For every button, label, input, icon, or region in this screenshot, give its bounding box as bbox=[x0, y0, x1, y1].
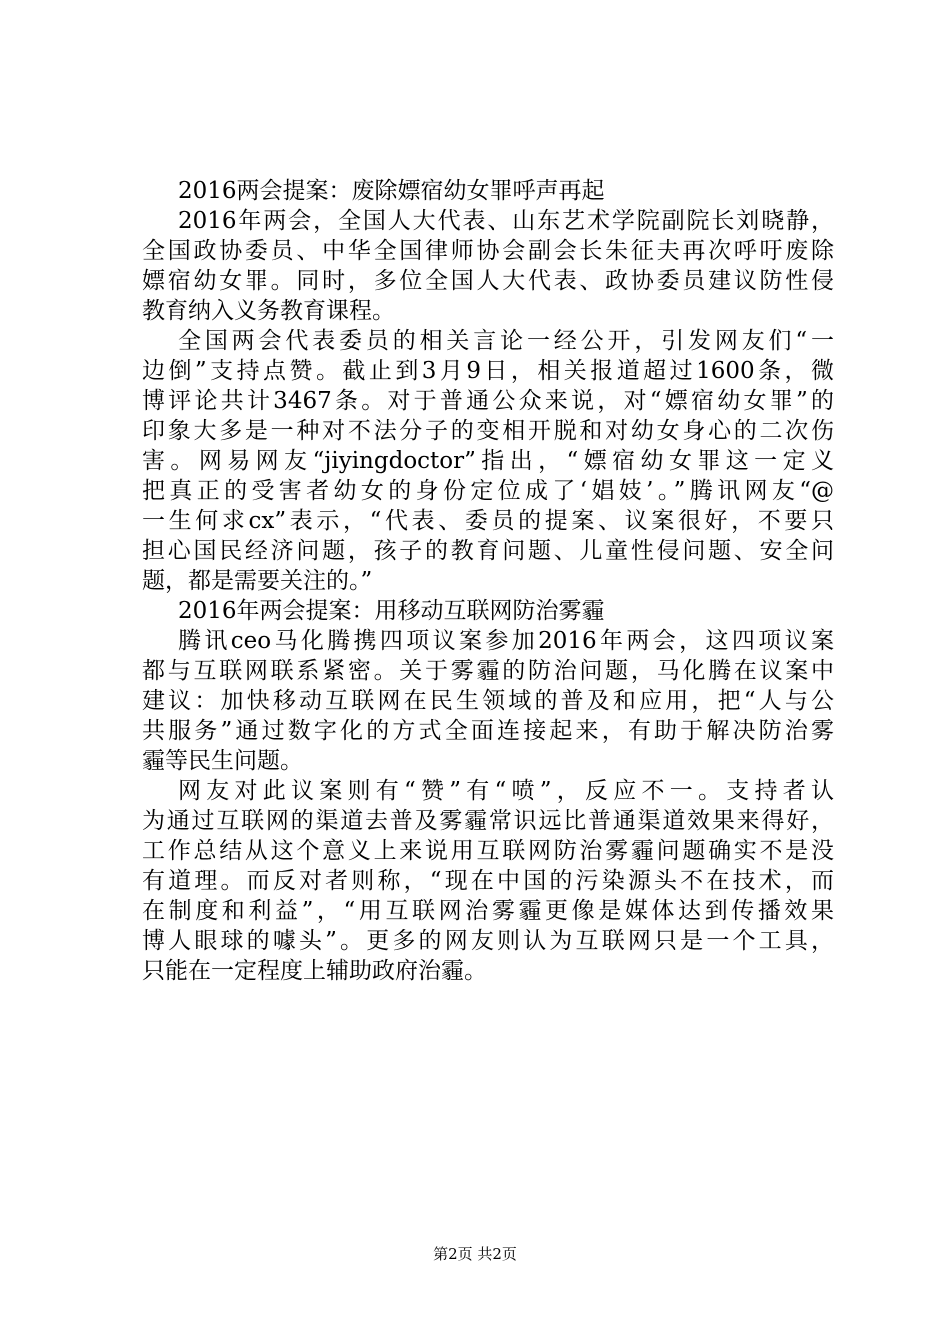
text-line: 博评论共计3467条。对于普通公众来说，对“嫖宿幼女罪”的 bbox=[142, 388, 834, 414]
text-line: 题，都是需要关注的。” bbox=[142, 568, 373, 594]
text-line: 全国两会代表委员的相关言论一经公开，引发网友们“一 bbox=[178, 328, 834, 354]
body-paragraph bbox=[142, 626, 834, 776]
text-line: 印象大多是一种对不法分子的变相开脱和对幼女身心的二次伤 bbox=[142, 418, 834, 444]
document-body bbox=[142, 176, 834, 986]
body-paragraph bbox=[142, 206, 834, 326]
text-line: 都与互联网联系紧密。关于雾霾的防治问题，马化腾在议案中 bbox=[142, 658, 834, 684]
text-line: 在制度和利益”，“用互联网治雾霾更像是媒体达到传播效果 bbox=[142, 898, 834, 924]
page-number: 第2页 共2页 bbox=[433, 1245, 517, 1263]
text-line: 腾讯ceo马化腾携四项议案参加2016年两会，这四项议案 bbox=[178, 628, 834, 654]
text-line: 2016年两会提案：用移动互联网防治雾霾 bbox=[178, 598, 605, 624]
text-line: 工作总结从这个意义上来说用互联网防治雾霾问题确实不是没 bbox=[142, 838, 834, 864]
text-line: 边倒”支持点赞。截止到3月9日，相关报道超过1600条，微 bbox=[142, 358, 834, 384]
text-line: 网友对此议案则有“赞”有“喷”，反应不一。支持者认 bbox=[178, 778, 834, 804]
text-line: 害。网易网友“jiyingdoctor”指出，“嫖宿幼女罪这一定义 bbox=[142, 448, 834, 474]
text-line: 全国政协委员、中华全国律师协会副会长朱征夫再次呼吁废除 bbox=[142, 238, 834, 264]
text-line: 把真正的受害者幼女的身份定位成了‘娼妓’。”腾讯网友“@ bbox=[142, 478, 834, 504]
text-line: 有道理。而反对者则称，“现在中国的污染源头不在技术，而 bbox=[142, 868, 834, 894]
text-line: 2016两会提案：废除嫖宿幼女罪呼声再起 bbox=[178, 178, 605, 204]
text-line: 嫖宿幼女罪。同时，多位全国人大代表、政协委员建议防性侵 bbox=[142, 268, 834, 294]
section-heading bbox=[142, 596, 834, 626]
text-line: 2016年两会，全国人大代表、山东艺术学院副院长刘晓静， bbox=[178, 208, 834, 234]
text-line: 教育纳入义务教育课程。 bbox=[142, 298, 395, 324]
text-line: 霾等民生问题。 bbox=[142, 748, 303, 774]
body-paragraph bbox=[142, 776, 834, 986]
text-line: 担心国民经济问题，孩子的教育问题、儿童性侵问题、安全问 bbox=[142, 538, 834, 564]
section-heading bbox=[142, 176, 834, 206]
text-line: 只能在一定程度上辅助政府治霾。 bbox=[142, 958, 487, 984]
page-footer bbox=[0, 1244, 950, 1264]
text-line: 共服务”通过数字化的方式全面连接起来，有助于解决防治雾 bbox=[142, 718, 834, 744]
text-line: 博人眼球的噱头”。更多的网友则认为互联网只是一个工具， bbox=[142, 928, 834, 954]
body-paragraph bbox=[142, 326, 834, 596]
text-line: 建议：加快移动互联网在民生领域的普及和应用，把“人与公 bbox=[142, 688, 834, 714]
text-line: 为通过互联网的渠道去普及雾霾常识远比普通渠道效果来得好， bbox=[142, 808, 834, 834]
text-line: 一生何求cx”表示，“代表、委员的提案、议案很好，不要只 bbox=[142, 508, 834, 534]
